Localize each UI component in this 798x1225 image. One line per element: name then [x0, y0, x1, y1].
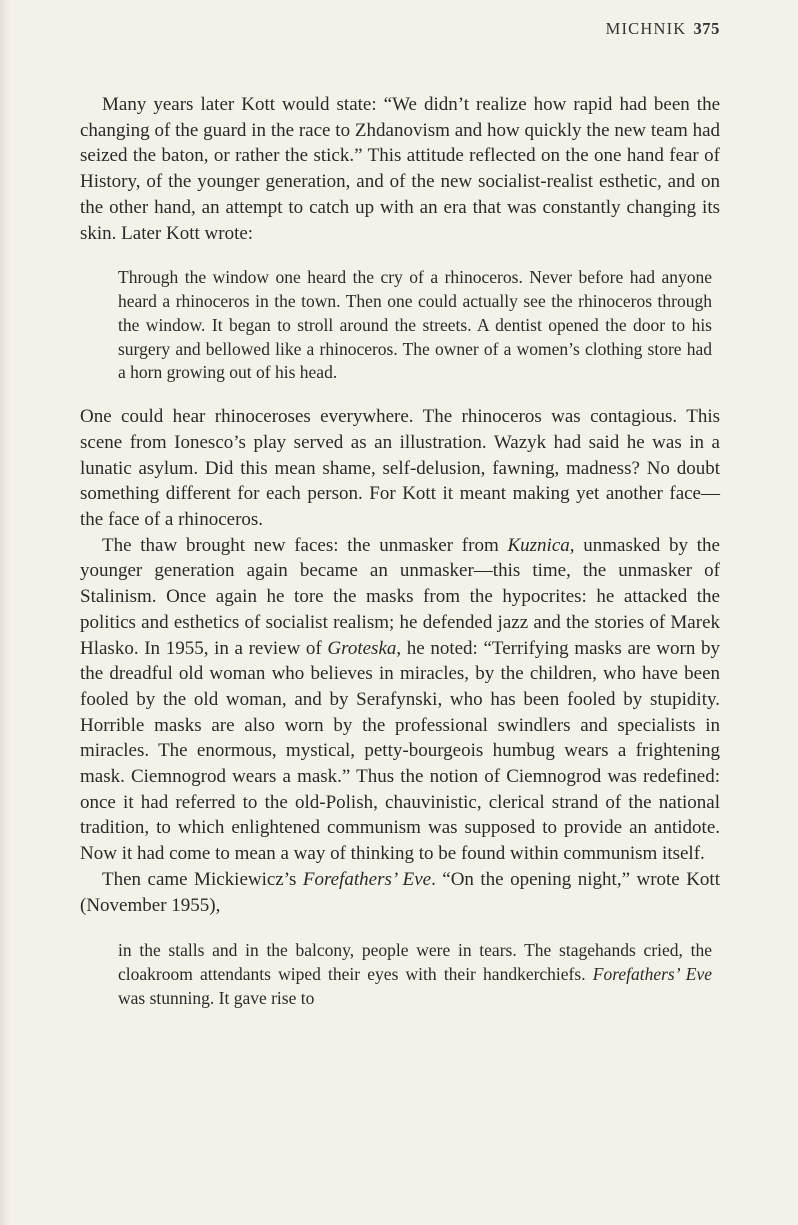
paragraph-4-text-a: Then came Mickiewicz’s — [102, 868, 303, 890]
block-quote-opening-night — [80, 939, 720, 1010]
quote-2-text-c: was stunning. It gave rise to — [118, 987, 315, 1008]
running-head — [606, 19, 720, 39]
title-groteska: Groteska — [327, 637, 397, 659]
title-forefathers-eve: Forefathers’ Eve — [302, 868, 432, 890]
paragraph-4-text-c: . “On the opening night,” wrote Kott (November 1955), — [80, 868, 720, 916]
quote-2-title-forefathers-eve: Forefathers’ Eve — [592, 964, 713, 985]
gutter-shadow — [0, 0, 10, 1225]
paragraph-3-text-a: The thaw brought new faces: the unmasker from — [102, 534, 508, 556]
paragraph-4 — [80, 867, 720, 918]
paragraph-3-text-c: , unmasked by the younger generation again became an unmasker—this time, the unmasker of Stalinism. Once again he tore the masks from the hypocrites: he attacked the politics and esthetics of socialist realism; he defended jazz and the stories of Marek Hlasko. In 1955, in a review of — [80, 534, 720, 659]
page-number: 375 — [693, 19, 720, 38]
title-kuznica: Kuznica — [507, 534, 570, 556]
block-quote-rhinoceros: Through the window one heard the cry of a rhinoceros. Never before had anyone heard a rhinoceros in the town. Then one could actually see the rhinoceros through the window. It began to stroll around the streets. A dentist opened the door to his surgery and bellowed like a rhinoceros. The owner of a women’s clothing store had a horn growing out of his head. — [118, 267, 712, 383]
quote-2-text-a: in the stalls and in the balcony, people were in tears. The stagehands cried, the cloakroom attendants wiped their eyes with their handkerchiefs. — [118, 940, 712, 985]
running-head-title: MICHNIK — [605, 19, 687, 38]
paragraph-3 — [80, 533, 720, 867]
paragraph-3-text-e: , he noted: “Terrifying masks are worn by the dreadful old woman who believes in miracles, by the children, who have been fooled by the old woman, and by Serafynski, who has been fooled by stupidity. Horrible masks are also worn by the professional swindlers and specialists in miracles. The enormous, mystical, petty-bourgeois humbug wears a frightening mask. Ciemnogrod wears a mask.” Thus the notion of Ciemnogrod was redefined: once it had referred to the old-Polish, chauvinistic, clerical strand of the national tradition, to which enlightened communism was supposed to provide an antidote. Now it had come to mean a way of thinking to be found within communism itself. — [80, 637, 720, 865]
paragraph-2: One could hear rhinoceroses everywhere. The rhinoceros was contagious. This scene from Ionesco’s play served as an illustration. Wazyk had said he was in a lunatic asylum. Did this mean shame, self-delusion, fawning, madness? No doubt something different for each person. For Kott it meant making yet another face—the face of a rhinoceros. — [80, 406, 720, 531]
paragraph-1: Many years later Kott would state: “We didn’t realize how rapid had been the changing of the guard in the race to Zhdanovism and how quickly the new team had seized the baton, or rather the stick.” This attitude reflected on the one hand fear of History, of the younger generation, and of the new socialist-realist esthetic, and on the other hand, an attempt to catch up with an era that was constantly changing its skin. Later Kott wrote: — [80, 94, 720, 244]
body-text — [80, 92, 720, 1011]
